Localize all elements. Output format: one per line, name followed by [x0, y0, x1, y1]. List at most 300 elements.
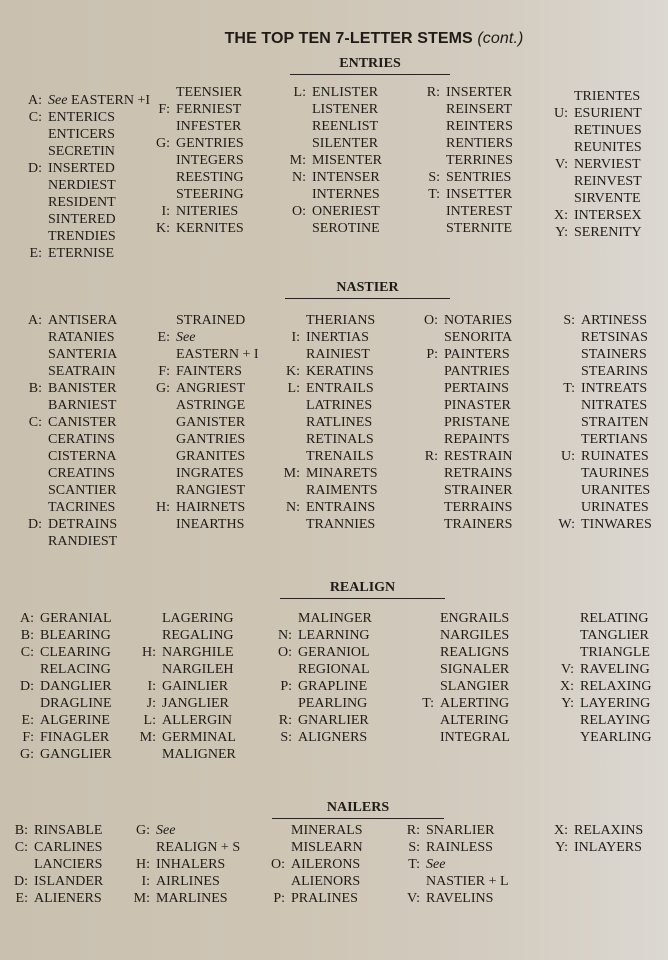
anagram-word: ALIENORS: [291, 874, 361, 889]
word-entry: [555, 414, 652, 431]
anagram-word: HAIRNETS: [176, 500, 246, 515]
anagram-word: TRANNIES: [306, 517, 376, 532]
letter-label: F:: [158, 102, 170, 117]
word-entry: [150, 414, 259, 431]
letter-label: H:: [156, 500, 170, 515]
section-heading: ENTRIES: [339, 56, 401, 71]
anagram-word: RAINIEST: [306, 347, 370, 362]
word-column: [414, 610, 510, 746]
anagram-word: STAINERS: [581, 347, 647, 362]
anagram-word: GENTRIES: [176, 136, 244, 151]
word-entry: [418, 380, 512, 397]
letter-label: T:: [422, 696, 434, 711]
letter-label: G:: [136, 823, 150, 838]
anagram-word: RETINALS: [306, 432, 374, 447]
anagram-word: ENGRAILS: [440, 611, 510, 626]
section-heading: NAILERS: [326, 800, 390, 815]
anagram-word: REALIGNS: [440, 645, 510, 660]
anagram-word: KERNITES: [176, 221, 244, 236]
letter-label: B:: [20, 628, 34, 643]
anagram-word: EASTERN + I: [176, 347, 259, 362]
word-entry: [280, 380, 378, 397]
word-entry: [130, 856, 240, 873]
word-entry: [22, 143, 150, 160]
word-entry: [265, 873, 363, 890]
word-column: [548, 88, 642, 241]
word-entry: [555, 346, 652, 363]
word-entry: [286, 220, 382, 237]
section-heading: NASTIER: [336, 280, 399, 295]
anagram-word: THERIANS: [306, 313, 376, 328]
word-entry: [8, 873, 103, 890]
letter-label: L:: [293, 85, 306, 100]
word-entry: [150, 448, 259, 465]
word-entry: [418, 346, 512, 363]
word-entry: [8, 839, 103, 856]
word-entry: [548, 122, 642, 139]
anagram-word: ETERNISE: [48, 246, 115, 261]
anagram-word: TRIENTES: [574, 89, 641, 104]
word-entry: [414, 729, 510, 746]
word-entry: [280, 363, 378, 380]
letter-label: E:: [29, 246, 42, 261]
word-entry: [14, 644, 112, 661]
word-entry: [272, 661, 372, 678]
letter-label: G:: [156, 136, 170, 151]
anagram-word: ALERTING: [440, 696, 510, 711]
anagram-word: LEARNING: [298, 628, 370, 643]
word-entry: [22, 194, 150, 211]
word-entry: [414, 644, 510, 661]
section-rule: [280, 598, 445, 599]
anagram-word: SEROTINE: [312, 221, 380, 236]
word-entry: [554, 695, 652, 712]
anagram-word: CANISTER: [48, 415, 117, 430]
letter-label: Y:: [555, 225, 568, 240]
anagram-word: PRISTANE: [444, 415, 510, 430]
anagram-word: INSERTER: [446, 85, 513, 100]
letter-label: U:: [554, 106, 568, 121]
anagram-word: STRAINED: [176, 313, 246, 328]
anagram-word: GRANITES: [176, 449, 246, 464]
letter-label: K:: [156, 221, 170, 236]
word-entry: [280, 431, 378, 448]
anagram-word: REENLIST: [312, 119, 379, 134]
anagram-word: STEERING: [176, 187, 244, 202]
word-column: [130, 822, 240, 907]
page-title-suffix: (cont.): [477, 30, 524, 47]
word-entry: [136, 695, 236, 712]
letter-label: R:: [426, 85, 440, 100]
letter-label: X:: [554, 208, 568, 223]
word-entry: [400, 822, 509, 839]
word-column: [136, 610, 236, 763]
letter-label: U:: [561, 449, 575, 464]
word-entry: [150, 152, 244, 169]
word-entry: [8, 856, 103, 873]
word-entry: [150, 312, 259, 329]
word-entry: [22, 431, 117, 448]
word-entry: [8, 822, 103, 839]
anagram-word: INLAYERS: [574, 840, 642, 855]
word-entry: [414, 661, 510, 678]
word-entry: [420, 101, 513, 118]
anagram-word: RESIDENT: [48, 195, 116, 210]
word-entry: [265, 822, 363, 839]
anagram-word: GANGLIER: [40, 747, 112, 762]
anagram-word: TAURINES: [581, 466, 650, 481]
word-entry: [150, 186, 244, 203]
word-entry: [22, 397, 117, 414]
word-entry: [414, 610, 510, 627]
anagram-word: INFESTER: [176, 119, 242, 134]
anagram-word: RATLINES: [306, 415, 373, 430]
word-column: [150, 312, 259, 533]
word-column: [14, 610, 112, 763]
word-column: [548, 822, 643, 856]
word-column: [265, 822, 363, 907]
word-entry: [548, 190, 642, 207]
anagram-word: INTERNES: [312, 187, 380, 202]
word-entry: [286, 152, 382, 169]
letter-label: A:: [28, 313, 42, 328]
word-entry: [22, 499, 117, 516]
word-entry: [548, 156, 642, 173]
word-entry: [418, 516, 512, 533]
word-entry: [280, 414, 378, 431]
letter-label: M:: [289, 153, 306, 168]
section-rule: [285, 298, 450, 299]
word-entry: [22, 177, 150, 194]
anagram-word: TERRAINS: [444, 500, 513, 515]
word-entry: [22, 92, 150, 109]
anagram-word: INEARTHS: [176, 517, 245, 532]
anagram-word: RETINUES: [574, 123, 642, 138]
word-entry: [555, 516, 652, 533]
section-rule: [272, 818, 444, 819]
anagram-word: RELATING: [580, 611, 649, 626]
anagram-word: TERRINES: [446, 153, 513, 168]
word-entry: [555, 329, 652, 346]
letter-label: I:: [147, 679, 156, 694]
anagram-word: INGRATES: [176, 466, 244, 481]
word-entry: [136, 661, 236, 678]
word-entry: [286, 84, 382, 101]
anagram-word: TERTIANS: [581, 432, 648, 447]
letter-label: E:: [21, 713, 34, 728]
word-entry: [548, 839, 643, 856]
letter-label: C:: [14, 840, 28, 855]
word-entry: [548, 822, 643, 839]
anagram-word: INHALERS: [156, 857, 226, 872]
word-entry: [548, 105, 642, 122]
word-column: [22, 312, 117, 550]
anagram-word: MARLINES: [156, 891, 228, 906]
word-entry: [14, 746, 112, 763]
word-entry: [414, 678, 510, 695]
word-entry: [554, 644, 652, 661]
word-entry: [14, 627, 112, 644]
anagram-word: RELAXINS: [574, 823, 644, 838]
letter-label: L:: [143, 713, 156, 728]
letter-label: N:: [286, 500, 300, 515]
word-entry: [22, 414, 117, 431]
anagram-word: URINATES: [581, 500, 649, 515]
letter-label: T:: [563, 381, 575, 396]
word-entry: [22, 211, 150, 228]
letter-label: P:: [426, 347, 438, 362]
anagram-word: TACRINES: [48, 500, 116, 515]
word-entry: [150, 431, 259, 448]
word-column: [280, 312, 378, 533]
word-entry: [554, 729, 652, 746]
word-entry: [265, 839, 363, 856]
word-column: [8, 822, 103, 907]
anagram-word: BLEARING: [40, 628, 111, 643]
anagram-word: GRAPLINE: [298, 679, 368, 694]
anagram-word: INERTIAS: [306, 330, 369, 345]
word-entry: [280, 448, 378, 465]
word-entry: [272, 644, 372, 661]
anagram-word: TRAINERS: [444, 517, 513, 532]
word-entry: [22, 312, 117, 329]
word-entry: [280, 482, 378, 499]
word-entry: [548, 173, 642, 190]
letter-label: C:: [28, 110, 42, 125]
anagram-word: ESURIENT: [574, 106, 642, 121]
word-entry: [150, 516, 259, 533]
word-entry: [265, 890, 363, 907]
word-entry: [150, 135, 244, 152]
word-entry: [150, 329, 259, 346]
anagram-word: REPAINTS: [444, 432, 510, 447]
anagram-word: REINVEST: [574, 174, 642, 189]
word-entry: [555, 465, 652, 482]
word-entry: [286, 118, 382, 135]
word-entry: [555, 312, 652, 329]
word-entry: [420, 203, 513, 220]
letter-label: X:: [560, 679, 574, 694]
anagram-word: SNARLIER: [426, 823, 495, 838]
anagram-word: FERNIEST: [176, 102, 242, 117]
anagram-word: TINWARES: [581, 517, 652, 532]
word-entry: [14, 695, 112, 712]
anagram-word: PEARLING: [298, 696, 368, 711]
word-entry: [150, 465, 259, 482]
word-entry: [418, 397, 512, 414]
word-entry: [555, 431, 652, 448]
anagram-word: FAINTERS: [176, 364, 242, 379]
anagram-word: SEATRAIN: [48, 364, 116, 379]
anagram-word: STRAITEN: [581, 415, 649, 430]
anagram-word: LAYERING: [580, 696, 651, 711]
anagram-word: STRAINER: [444, 483, 513, 498]
anagram-word: NOTARIES: [444, 313, 513, 328]
word-entry: [136, 712, 236, 729]
anagram-word: NERVIEST: [574, 157, 641, 172]
anagram-word: RELACING: [40, 662, 111, 677]
anagram-word: GAINLIER: [162, 679, 229, 694]
word-entry: [418, 312, 512, 329]
anagram-word: MALINGER: [298, 611, 372, 626]
word-entry: [400, 856, 509, 873]
letter-label: J:: [146, 696, 156, 711]
word-entry: [280, 312, 378, 329]
word-entry: [555, 499, 652, 516]
letter-label: G:: [20, 747, 34, 762]
anagram-word: URANITES: [581, 483, 651, 498]
anagram-word: RAVELINS: [426, 891, 494, 906]
letter-label: X:: [554, 823, 568, 838]
word-entry: [265, 856, 363, 873]
word-entry: [400, 890, 509, 907]
word-entry: [150, 380, 259, 397]
anagram-word: LISTENER: [312, 102, 379, 117]
anagram-word: ENTERICS: [48, 110, 115, 125]
word-entry: [130, 839, 240, 856]
anagram-word: NARGILES: [440, 628, 510, 643]
word-entry: [14, 610, 112, 627]
word-entry: [22, 346, 117, 363]
word-entry: [272, 729, 372, 746]
anagram-word: INSERTED: [48, 161, 115, 176]
anagram-word: INTEGRAL: [440, 730, 510, 745]
anagram-word: STEARINS: [581, 364, 648, 379]
anagram-word: ENTRAILS: [306, 381, 374, 396]
word-entry: [22, 363, 117, 380]
word-entry: [136, 729, 236, 746]
word-entry: [150, 363, 259, 380]
anagram-word: GNARLIER: [298, 713, 369, 728]
letter-label: R:: [406, 823, 420, 838]
anagram-word: SCANTIER: [48, 483, 117, 498]
word-entry: [418, 414, 512, 431]
anagram-word: TRENAILS: [306, 449, 374, 464]
word-entry: [420, 152, 513, 169]
see-reference: See: [156, 823, 176, 838]
anagram-word: SINTERED: [48, 212, 116, 227]
word-entry: [22, 245, 150, 262]
word-column: [272, 610, 372, 746]
anagram-word: MINERALS: [291, 823, 363, 838]
anagram-word: REESTING: [176, 170, 244, 185]
anagram-word: TEENSIER: [176, 85, 243, 100]
word-entry: [400, 873, 509, 890]
anagram-word: SENORITA: [444, 330, 513, 345]
word-entry: [548, 224, 642, 241]
word-entry: [414, 695, 510, 712]
word-column: [555, 312, 652, 533]
letter-label: M:: [133, 891, 150, 906]
anagram-word: ALLERGIN: [162, 713, 232, 728]
word-entry: [286, 203, 382, 220]
letter-label: O:: [271, 857, 285, 872]
word-column: [420, 84, 513, 237]
letter-label: S:: [563, 313, 575, 328]
word-entry: [150, 499, 259, 516]
anagram-word: INTENSER: [312, 170, 380, 185]
word-entry: [280, 499, 378, 516]
word-entry: [418, 482, 512, 499]
word-entry: [150, 203, 244, 220]
word-entry: [418, 329, 512, 346]
anagram-word: AILERONS: [291, 857, 361, 872]
word-entry: [22, 482, 117, 499]
word-entry: [414, 627, 510, 644]
word-entry: [22, 109, 150, 126]
word-entry: [136, 678, 236, 695]
anagram-word: GERANIOL: [298, 645, 370, 660]
see-reference: See: [176, 330, 196, 345]
anagram-word: PAINTERS: [444, 347, 510, 362]
section-heading: REALIGN: [329, 580, 396, 595]
letter-label: N:: [292, 170, 306, 185]
anagram-word: INTERSEX: [574, 208, 642, 223]
anagram-word: ANGRIEST: [176, 381, 246, 396]
word-entry: [272, 678, 372, 695]
letter-label: K:: [286, 364, 300, 379]
letter-label: R:: [278, 713, 292, 728]
see-reference: See: [48, 93, 68, 108]
anagram-word: GERMINAL: [162, 730, 236, 745]
anagram-word: ALIENERS: [34, 891, 102, 906]
letter-label: H:: [136, 857, 150, 872]
anagram-word: GANTRIES: [176, 432, 246, 447]
anagram-word: RAINLESS: [426, 840, 493, 855]
word-entry: [555, 397, 652, 414]
letter-label: N:: [278, 628, 292, 643]
letter-label: P:: [280, 679, 292, 694]
word-entry: [554, 661, 652, 678]
anagram-word: LAGERING: [162, 611, 234, 626]
word-entry: [22, 228, 150, 245]
anagram-word: REUNITES: [574, 140, 642, 155]
word-entry: [555, 363, 652, 380]
word-entry: [14, 712, 112, 729]
letter-label: D:: [20, 679, 34, 694]
anagram-word: RAIMENTS: [306, 483, 378, 498]
word-entry: [400, 839, 509, 856]
anagram-word: NITERIES: [176, 204, 239, 219]
word-entry: [130, 890, 240, 907]
anagram-word: RANGIEST: [176, 483, 246, 498]
anagram-word: SIRVENTE: [574, 191, 641, 206]
word-entry: [280, 465, 378, 482]
anagram-word: CARLINES: [34, 840, 103, 855]
anagram-word: RANDIEST: [48, 534, 118, 549]
word-entry: [130, 822, 240, 839]
word-entry: [136, 746, 236, 763]
letter-label: C:: [20, 645, 34, 660]
anagram-word: PRALINES: [291, 891, 358, 906]
anagram-word: PINASTER: [444, 398, 511, 413]
letter-label: P:: [273, 891, 285, 906]
word-entry: [554, 627, 652, 644]
letter-label: Y:: [555, 840, 568, 855]
anagram-word: STERNITE: [446, 221, 513, 236]
anagram-word: LANCIERS: [34, 857, 103, 872]
word-entry: [420, 118, 513, 135]
letter-label: B:: [14, 823, 28, 838]
anagram-word: RELAYING: [580, 713, 651, 728]
word-entry: [150, 169, 244, 186]
word-entry: [554, 610, 652, 627]
anagram-word: TRIANGLE: [580, 645, 650, 660]
letter-label: M:: [139, 730, 156, 745]
letter-label: G:: [156, 381, 170, 396]
word-entry: [272, 610, 372, 627]
word-entry: [14, 729, 112, 746]
